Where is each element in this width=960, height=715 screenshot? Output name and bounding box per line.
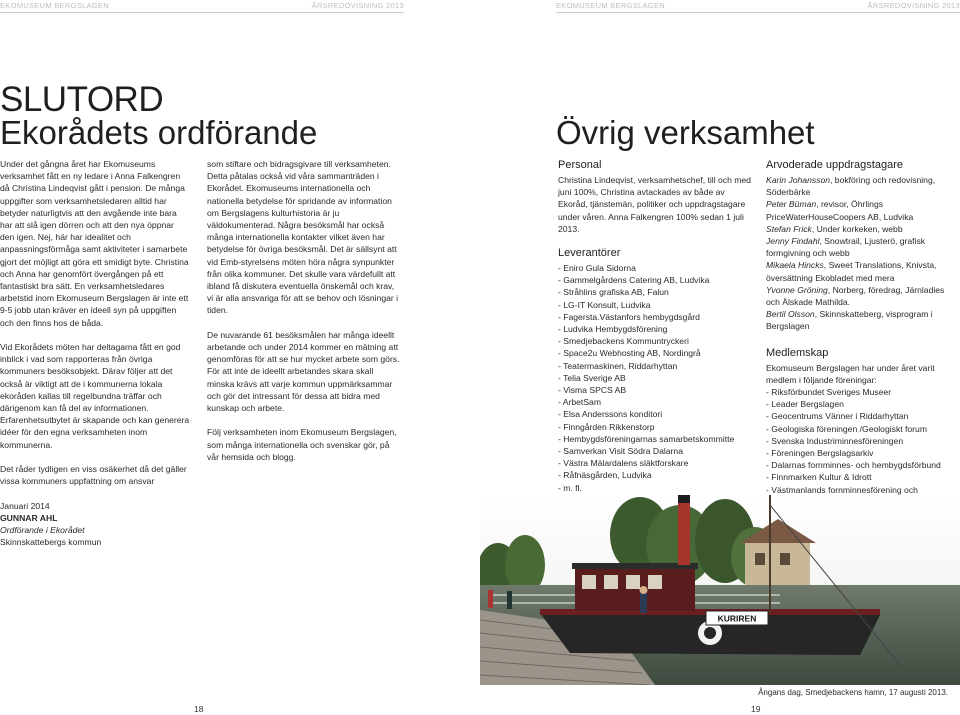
running-head-report: ÅRSREDOVISNING 2013 (311, 1, 404, 10)
signature-name: GUNNAR AHL (0, 512, 58, 523)
list-item: - ArbetSam (558, 397, 601, 408)
list-item: - Finnmarken Kultur & Idrott (766, 472, 872, 483)
list-item: - Ludvika Hembygdsförening (558, 324, 668, 335)
signature-place: Skinnskattebergs kommun (0, 537, 102, 548)
consultant-entry (766, 308, 956, 332)
consultant-desc: , revisor, Öhrlings PriceWaterHouseCoopers AB, Ludvika (766, 199, 914, 222)
list-item: - Riksförbundet Sveriges Museer (766, 387, 892, 398)
list-item: - Geocentrums Vänner i Riddarhyttan (766, 411, 909, 422)
running-head-report: ÅRSREDOVISNING 2013 (867, 1, 960, 10)
boat-name-label: KURIREN (717, 613, 757, 624)
signature-role: Ordförande i Ekorådet (0, 525, 85, 536)
running-head-org: EKOMUSEUM BERGSLAGEN (556, 1, 665, 10)
running-head-right (556, 0, 960, 12)
paragraph: Följ verksamheten inom Ekomuseum Bergslagen, som många internationella och svenskar gör, på vår hemsida och blogg. (207, 427, 397, 462)
page-number-right: 19 (751, 704, 761, 714)
supplier-list (558, 262, 754, 494)
consultant-entry (766, 174, 956, 198)
paragraph: Vid Ekorådets möten har deltagarna fått en god inblick i vad som rapporteras från övriga kommuners besöksobjekt. Därav följer att det också är viktigt att de i kommunerna lokala ekoråden kallas till regelbundna träffar och därigenom kan få del av informationen. Erfarenhetsutbytet är skapande och kan generera idéer för den egna verksamheten inom kommunerna. (0, 342, 190, 450)
page-number-left: 18 (194, 704, 204, 714)
consultant-desc: , bokföring och redovisning, Söderbärke (766, 175, 936, 198)
consultant-desc: , Skinnskatteberg, visprogram i Bergslagen (766, 309, 933, 332)
header-rule-right (556, 12, 960, 13)
consultant-entry (766, 235, 956, 259)
list-item: - Teatermaskinen, Riddarhyttan (558, 360, 678, 371)
signature-date: Januari 2014 (0, 500, 50, 511)
personal-text: Christina Lindeqvist, verksamhetschef, till och med juni 100%, Christina avtackades av både av Ekoråd, tjänstemän, politiker och uppdragstagare under våren. Anna Falkengren 100% sedan 1 juli 2013. (558, 175, 751, 234)
consultant-desc: , Snowtrail, Ljusterö, grafisk formgivning och webb (766, 236, 926, 259)
consultant-name: Mikaela Hincks (766, 260, 824, 271)
header-rule-left (0, 12, 404, 13)
list-item: - Visma SPCS AB (558, 385, 627, 396)
article-column-2 (207, 158, 402, 475)
list-item: - Råfnäsgården, Ludvika (558, 470, 652, 481)
list-item: - Telia Sverige AB (558, 372, 626, 383)
consultant-name: Stefan Frick (766, 223, 812, 234)
running-head-org: EKOMUSEUM BERGSLAGEN (0, 1, 109, 10)
consultant-name: Karin Johansson (766, 175, 831, 185)
signature-block (0, 500, 190, 549)
paragraph: Under det gångna året har Ekomuseums verksamhet fått en ny ledare i Anna Falkengren då Christina Lindeqvist gått i pension. De många uppgifter som verksamhetsledaren alltid har betyder naturligtvis att den avgående inte bara har att slå igen dörren och att den nya öppnar den igen. Nej, här har idealitet och anpassningsförmåga samt aktiviteter i samarbete gjort det möjligt att göra ett smidigt byte. Christina och Anna har genomfört övergången på ett fantastiskt bra sätt. En verksamhetsledares arbetstid inom Ekomuseum Bergslagen är inte ett 9-5 jobb utan kräver en ideell syn på uppgiften och den finns hos de båda. (0, 159, 189, 328)
kicker-slutord: SLUTORD (0, 80, 164, 119)
consultant-desc: , Sweet Translations, Knivsta, översättning Ekobladet med mera (766, 260, 937, 283)
list-item: - Elsa Anderssons konditori (558, 409, 663, 420)
article-column-1 (0, 158, 190, 548)
paragraph: Det råder tydligen en viss osäkerhet då det gäller vissa kommuners uppfattning om ansvar (0, 464, 187, 487)
paragraph: som stiftare och bidragsgivare till verksamheten. Detta påtalas också vid våra sammanträden i Ekorådet. Ekomuseums internationella och nationella betydelse för spridande av information om Bergslagens kulturhistoria är ju väldokumenterad. Några besöksmål har också många internationella kontakter vilket även har betydelse för övriga besöksmål. Det är sällsynt att vid Emb-styrelsens möten höra några synpunkter från olika kommuner. Det skulle vara värdefullt att ibland få diskutera eventuella önskemål och krav, vi är alla ansvariga för att se behov och lösningar i tiden. (207, 159, 399, 316)
list-item: - Föreningen Bergslagsarkiv (766, 448, 874, 459)
list-item: - Fagersta.Västanfors hembygdsgård (558, 311, 700, 322)
section-heading-leverantorer: Leverantörer (558, 247, 621, 260)
photo-caption: Ångans dag, Smedjebackens hamn, 17 augusti 2013. (758, 688, 948, 697)
list-item: - Space2u Webhosting AB, Nordingrå (558, 348, 701, 359)
consultant-entry (766, 259, 956, 283)
paragraph: De nuvarande 61 besöksmålen har många ideellt arbetande och under 2014 kommer en mätning att genomföras för att se hur mycket arbete som görs. För att inte de ideellt arbetandes skara skall minska krävs att varje kommun uppmärksammar och gör det intressant för dessa att bidra med kunskap och arbete. (207, 329, 400, 414)
list-item: - Finngården Rikkenstorp (558, 421, 655, 432)
consultant-name: Jenny Findahl (766, 236, 820, 247)
list-item: - Eniro Gula Sidorna (558, 263, 636, 274)
section-heading-personal: Personal (558, 159, 602, 171)
steamboat-photo (480, 495, 960, 685)
list-item: - Västra Mälardalens släktforskare (558, 458, 689, 469)
consultant-entry (766, 284, 956, 308)
list-item: - Geologiska föreningen /Geologiskt forum (766, 423, 927, 434)
list-item: - Gammelgårdens Catering AB, Ludvika (558, 275, 710, 286)
section-heading-medlemskap: Medlemskap (766, 346, 829, 359)
info-column-3 (558, 158, 754, 494)
list-item: - Samverkan Visit Södra Dalarna (558, 446, 683, 457)
list-item: - Hembygdsföreningarnas samarbetskommitte (558, 433, 735, 444)
consultant-name: Yvonne Gröning (766, 284, 828, 295)
list-item: - Leader Bergslagen (766, 399, 844, 410)
section-heading-arvoderade: Arvoderade uppdragstagare (766, 159, 903, 171)
consultant-desc: , Norberg, föredrag, Järnladies och Älskade Mathilda. (766, 284, 945, 308)
consultant-name: Peter Büman (766, 199, 817, 210)
list-item: - m. fl. (558, 482, 582, 493)
membership-intro: Ekomuseum Bergslagen har under året varit medlem i följande föreningar: (766, 362, 935, 385)
page-title-right: Övrig verksamhet (556, 114, 815, 151)
list-item: - Svenska Industriminnesföreningen (766, 435, 904, 446)
list-item: - Stråhlins grafiska AB, Falun (558, 287, 669, 298)
list-item: - Dalarnas fornminnes- och hembygdsförbund (766, 460, 941, 471)
page-title-left: Ekorådets ordförande (0, 114, 318, 151)
list-item: - LG-IT Konsult, Ludvika (558, 299, 651, 310)
consultant-name: Bertil Olsson (766, 309, 815, 320)
consultant-list (766, 174, 956, 333)
consultant-entry (766, 198, 956, 222)
list-item: - Smedjebackens Kommuntryckeri (558, 336, 689, 347)
consultant-desc: , Under korkeken, webb (811, 223, 903, 234)
running-head-left (0, 0, 404, 12)
consultant-entry (766, 223, 956, 235)
list-item: - Västmanlands fornminnesförening och (766, 484, 918, 495)
